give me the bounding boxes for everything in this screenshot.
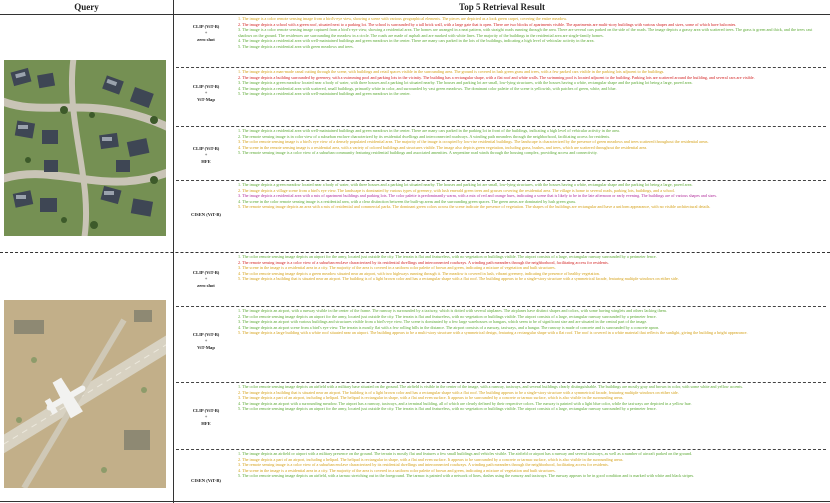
method-separator	[176, 306, 826, 307]
query-image-residential	[4, 60, 166, 236]
result-item: 2. The image depicts a part of an airport, including a helipad. The helipad is rectangular in shape, with a flat and even surface. It appears to be surrounded by a concrete or tarmac surface, which is also visible in the surrounding areas.	[238, 456, 624, 462]
method-label: CLIP (ViT-B) + HFE	[192, 146, 220, 164]
query-image-airport	[4, 300, 166, 488]
result-list	[238, 254, 823, 282]
result-list	[238, 308, 823, 336]
result-list	[238, 16, 823, 49]
method-label: CLIP (ViT-B) + HFE	[192, 408, 220, 426]
method-separator	[176, 449, 826, 450]
query-separator	[0, 252, 830, 253]
result-item: 2. The image depicts a building that is situated near an airport. The building is of a light brown color and has a rectangular shape with a flat roof. The building appears to be a single-story structure with a symmetrical facade, featuring multiple windows on either side.	[238, 389, 679, 395]
result-item: 1. The image depicts an airfield or airport with a military presence on the ground. The terrain is mostly flat and features a few small buildings and vehicles visible. The airfield or airport has a runway and several taxiways, as well as a number of aircraft parked on the ground.	[238, 451, 693, 456]
result-item: 2. The image depicts a school with a green roof, situated next to a parking lot. The school is surrounded by a tall brick wall, with a large gate that is open. There are two blocks of apartments visible. The apartments are multi-story buildings with various shapes and sizes, some of which have balconies.	[238, 21, 737, 27]
bottom-rule	[0, 501, 830, 502]
result-item: 1. The color remote sensing image depicts an airport for the army, located just outside the city. The terrain is flat and featureless, with no vegetation or buildings visible. The airport consists of a large, rectangular runway surrounded by a perimeter fence.	[238, 254, 657, 259]
method-separator	[176, 126, 826, 127]
method-label: CLIP (ViT-B) + zero shot	[192, 270, 220, 288]
method-separator	[176, 67, 826, 68]
result-list	[238, 182, 823, 210]
query-column-header: Query	[74, 2, 99, 12]
result-item: 2. The image depicts a building surrounded by greenery, with a swimming pool and parking lots in the vicinity. The building has a rectangular shape, with a flat roof and white walls. The swimming pool is located adjacent to the building. Parking lots are scattered around the building, and several cars are visible.	[238, 74, 755, 80]
result-item: 1. The color remote sensing image depicts an airfield with a military base situated on the ground. The airfield is visible in the center of the image, with a runway, taxiways, and several buildings clearly distinguishable. The buildings are mostly gray and brown in color, with some white and yellow accents.	[238, 384, 744, 389]
result-item: 2. The color remote sensing image depicts an airport for the army, located just outside the city. The terrain is flat and featureless, with no vegetation or buildings visible. The airport consists of a large, rectangular runway surrounded by a perimeter fence.	[238, 313, 657, 319]
result-item: 3. The image depicts a green meadow located near a body of water, with three houses and a parking lot situated nearby. The houses and parking lot are small, low-lying structures, with the houses having a white, rectangular shape and the parking lot being a large, paved area.	[238, 80, 693, 85]
result-item: 4. The color remote sensing image depicts a green meadow situated near an airport, with two highways running through it. The meadow is covered in lush, vibrant greenery, indicating the presence of healthy vegetation.	[238, 270, 600, 276]
result-item: 3. The image depicts an airport with various buildings and structures visible from a bird's-eye view. The scene is dominated by a few large warehouses or hangars, which seem to be of significant size and are situated in the central part of the image.	[238, 319, 648, 324]
result-list	[238, 69, 823, 97]
method-separator	[176, 382, 826, 383]
result-item: 2. The remote sensing image is in color view of a suburban enclave characterized by its residential dwellings and interconnected roadways. A winding path meanders through the neighborhood, facilitating access for residents.	[238, 133, 611, 139]
result-item: 4. The image depicts an airport with a surrounding meadow. The airport has a runway, taxiways, and a terminal building, all of which are clearly defined by their respective colors. The runway is painted with a light blue color, while the taxiways are depicted in a yellow hue.	[238, 400, 692, 406]
result-list	[238, 128, 823, 156]
result-item: 5. The image depicts a residential area with green meadows and trees.	[238, 43, 354, 49]
result-item: 3. The image is a color remote sensing image captured from a bird's-eye view, showing a residential area. The homes are arranged in a neat pattern, with straight roads running through the area. There are several cars parked on the side of the roads. The image depicts a grassy area with scattered trees. The grass is green and thick, and the trees cast shadows on the ground. The residences are surrounding the meadow in a circle. The roads are made of asphalt and are marked with white lines. The majority of the buildings in the residential area are single-family homes.	[238, 27, 813, 38]
result-item: 4. The scene in the image is a residential area in a city. The majority of the area is covered in a uniform color palette of brown and green, indicating a mixture of vegetation and built structures.	[238, 467, 556, 473]
header-rule	[0, 14, 830, 15]
result-item: 1. The image depicts a residential area with well-maintained buildings and green meadows in the center. There are many cars parked in the parking lot in front of the buildings, indicating a high level of vehicular activity in the area.	[238, 128, 620, 133]
result-item: 4. The scene in the remote sensing image is a residential area, with a variety of colored buildings and structures visible. The image also depicts green vegetation, including grass, bushes, and trees, which are scattered throughout the residential area.	[238, 144, 648, 150]
result-item: 3. The image depicts a part of an airport, including a helipad. The helipad is rectangular in shape, with a flat and even surface. It appears to be surrounded by a concrete or tarmac surface, which is also visible in the surrounding areas.	[238, 395, 624, 400]
result-item: 5. The image depicts a building that is situated near an airport. The building is of a light brown color and has a rectangular shape with a flat roof. The building appears to be a single-story structure with a symmetrical facade, featuring multiple windows on either side.	[238, 276, 679, 281]
result-item: 3. The remote sensing image is a color view of a suburban enclave characterized by its residential dwellings and interconnected roadways. A winding path meanders through the neighborhood, facilitating access for residents.	[238, 462, 609, 467]
result-item: 4. The image depicts an airport scene from a bird's eye view. The terrain is mostly flat with a few rolling hills in the distance. The airport consists of a runway, taxiways, and a hangar. The runway is made of concrete and is surrounded by a concrete apron.	[238, 324, 660, 330]
result-item: 5. The color remote sensing image depicts an airport for the army, located just outside the city. The terrain is flat and featureless, with no vegetation or buildings visible. The airport consists of a large, rectangular runway surrounded by a perimeter fence.	[238, 406, 657, 411]
result-item: 5. The color remote sensing image depicts an airfield, with a tarmac stretching out in the foreground. The tarmac is painted with a network of lines, dashes using the runway and taxiways. The runway appears to be in good condition and is marked with white and black stripes.	[238, 473, 695, 478]
result-item: 4. The image depicts a residential area with well-maintained buildings and green meadows in the center. There are many cars parked in the lots of the buildings, indicating a high level of vehicular activity in the area.	[238, 38, 595, 43]
result-item: 4. The image depicts a residential area with scattered, small buildings, primarily white in color, and surrounded by vast green meadows. The dominant color palette of the scene is yellowish, with patches of green, white, and blue.	[238, 85, 617, 91]
method-label: CLIP (ViT-B) + ViT-Map	[192, 84, 220, 102]
result-column-header: Top 5 Retrieval Result	[459, 2, 545, 12]
method-label: CISEN (ViT-B)	[191, 478, 221, 483]
method-label: CLIP (ViT-B) + ViT-Map	[192, 332, 220, 350]
result-item: 1. The image is a color remote sensing image from a bird's-eye view, showing a scene with various geographical elements. The pieces are depicted as a look green carpet, covering the entire meadow.	[238, 16, 567, 21]
result-item: 3. The scene in the image is a residential area in a city. The majority of the area is covered in a uniform color palette of brown and green, indicating a mixture of vegetation and built structures.	[238, 265, 556, 270]
result-list	[238, 451, 823, 479]
result-item: 5. The image depicts a residential area with well-maintained buildings and green meadows in the center.	[238, 91, 411, 96]
result-item: 4. The scene in the color remote sensing image is a residential area, with a clear distinction between the built-up areas and the surrounding green spaces. The green areas are dominated by lush green grass.	[238, 198, 577, 204]
result-item: 2. The image depicts a village scene from a bird's eye view. The landscape is dominated by various types of greenery, with lush emerald green trees and grasses covering the residential area. The village is home to several roads, parking lots, buildings, and a school.	[238, 187, 675, 193]
result-list	[238, 384, 823, 412]
result-item: 5. The remote sensing image is a color view of a suburban community featuring residential buildings and associated amenities. A serpentine road winds through the housing complex, providing access and connectivity.	[238, 150, 598, 155]
method-label: CISEN (ViT-B)	[191, 212, 221, 217]
result-item: 1. The image depicts a green meadow located near a body of water, with three houses and a parking lot situated nearby. The houses and parking lot are small, low-lying structures, with the houses having a white, rectangular shape and the parking lot being a large, paved area.	[238, 182, 693, 187]
result-item: 1. The image depicts an airport, with a runway visible in the center of the frame. The runway is surrounded by a taxiway, which is dotted with several airplanes. The airplanes have distinct shapes and colors, with some having winglets and others lacking them.	[238, 308, 667, 313]
result-item: 3. The image depicts a residential area with a mix of apartment buildings and parking lots. The color palette is predominantly warm, with a mix of red and orange hues, indicating a scene that is likely to be in the late afternoon or early evening. The buildings are of various shapes and sizes.	[238, 193, 718, 198]
result-item: 2. The remote sensing image is a color view of a suburban enclave characterized by its residential dwellings and interconnected roadways. A winding path meanders through the neighborhood, facilitating access for residents.	[238, 259, 609, 265]
result-item: 1. The image depicts a man-made canal cutting through the scene, with buildings and retail spaces visible in the surrounding area. The ground is covered in lush green grass and trees, with a few parked cars visible in the parking lots adjacent to the buildings.	[238, 69, 665, 74]
aerial-airport-icon	[4, 300, 166, 488]
aerial-residential-icon	[4, 60, 166, 236]
result-item: 3. The color remote sensing image is a bird's eye view of a densely populated residential area. The majority of the image is occupied by low-rise residential buildings. The landscape is characterized by the presence of green meadows and trees scattered throughout the residential areas.	[238, 139, 709, 144]
result-item: 5. The image depicts a large building with a white roof situated near an airport. The building appears to be a multi-story structure with a symmetrical design, featuring a rectangular shape with a flat roof. The roof is covered in a white material that reflects the sunlight, giving the building a bright appearance.	[238, 330, 748, 335]
method-separator	[176, 180, 826, 181]
method-label: CLIP (ViT-B) + zero shot	[192, 24, 220, 42]
result-item: 5. The remote sensing image depicts an area with a mix of residential and commercial parks. The dominant green colors across the scene indicate the presence of vegetation. The shapes of the buildings are rectangular and have a uniform appearance, with no visible architectural details.	[238, 204, 711, 209]
